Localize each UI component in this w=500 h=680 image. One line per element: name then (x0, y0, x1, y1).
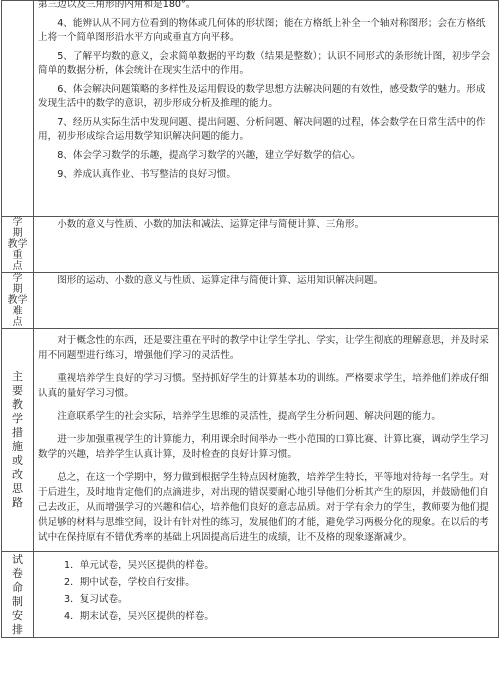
exam-item-3: 3．复习试卷。 (64, 594, 128, 605)
exams-content (34, 552, 499, 638)
key-points-row (2, 217, 499, 273)
exam-item-2: 2．期中试卷，学校自行安排。 (64, 577, 195, 588)
objective-4: 4、能辨认从不同方位看到的物体或几何体的形状图；能在方格纸上补全一个轴对称图形；会在方格纸上将一个简单图形沿水平方向或垂直方向平移。 (38, 18, 486, 43)
measures-label: 主 要 教 学 措 施 或 改 思 路 (2, 329, 34, 552)
objective-9: 9、养成认真作业、书写整洁的良好习惯。 (57, 169, 236, 180)
measure-paragraph-5: 总之，在这一个学期中，努力做到根据学生特点因材施教，培养学生特长，平等地对待每一名学生。对于后进生，及时地肯定他们的点滴进步，对出现的错误要耐心地引导他们分析其产生的原因，并鼓励他们自己去改正，从而增强学习的兴趣和信心，培养他们良好的意志品质。对于学有余力的学生，教师要为他们提供足够的材料与思维空间，设计有针对性的练习，发展他们的才能，避免学习两极分化的现象。在以后的考试中在保持原有不错优秀率的基础上巩固提高后进生的成绩，让不及格的现象逐渐减少。 (38, 472, 489, 543)
objective-7: 7、经历从实际生活中发现问题、提出问题、分析问题、解决问题的过程，体会数学在日常生活中的作用，初步形成综合运用数学知识解决问题的能力。 (38, 117, 486, 142)
key-points-content (34, 217, 499, 273)
key-points-label: 学 期 教学 重 点 (2, 217, 34, 273)
measure-paragraph-2: 重视培养学生良好的学习习惯。坚持抓好学生的计算基本功的训练。严格要求学生，培养他们养成仔细认真的量好学习习惯。 (38, 373, 489, 399)
teaching-plan-table (1, 0, 499, 638)
key-points-text: 小数的意义与性质、小数的加法和减法、运算定律与简便计算、三角形。 (57, 219, 365, 230)
objective-5: 5、了解平均数的意义，会求简单数据的平均数（结果是整数）；认识不同形式的条形统计图，初步学会简单的数据分析，体会统计在现实生活中的作用。 (38, 51, 491, 76)
difficult-points-content (34, 273, 499, 329)
objectives-label-cell (2, 1, 34, 217)
objective-8: 8、体会学习数学的乐趣，提高学习数学的兴趣，建立学好数学的信心。 (57, 150, 361, 161)
objectives-content (34, 1, 499, 217)
objectives-row (2, 1, 499, 217)
measures-content (34, 329, 499, 552)
teaching-plan-page (1, 0, 499, 680)
measure-paragraph-1: 对于概念性的东西，还是要注重在平时的教学中让学生学扎、学实，让学生彻底的理解意思，并及时采用不同题型进行练习，增强他们学习的灵活性。 (38, 335, 489, 361)
exams-row (2, 552, 499, 638)
measure-paragraph-4: 进一步加强重视学生的计算能力，利用课余时间举办一些小范围的口算比赛、计算比赛，调动学生学习数学的兴趣，培养学生认真计算，及时检查的良好计算习惯。 (38, 434, 489, 460)
difficult-points-label: 学 期 教学 难 点 (2, 273, 34, 329)
objective-6: 6、体会解决问题策略的多样性及运用假设的数学思想方法解决问题的有效性，感受数学的魅力。形成发现生活中的数学的意识，初步形成分析及推理的能力。 (38, 84, 486, 109)
exam-item-1: 1．单元试卷，吴兴区提供的样卷。 (64, 560, 215, 571)
measures-row (2, 329, 499, 552)
difficult-points-row (2, 273, 499, 329)
measure-paragraph-3: 注意联系学生的社会实际，培养学生思维的灵活性，提高学生分析问题、解决问题的能力。 (57, 411, 441, 422)
exams-label: 试 卷 命 制 安 排 (2, 552, 34, 638)
objective-3-continuation: 第三边以及三角形的内角和是180°。 (38, 0, 196, 10)
exam-item-4: 4．期末试卷，吴兴区提供的样卷。 (64, 611, 215, 622)
difficult-points-text: 图形的运动、小数的意义与性质、运算定律与简便计算、运用知识解决问题。 (57, 275, 384, 286)
